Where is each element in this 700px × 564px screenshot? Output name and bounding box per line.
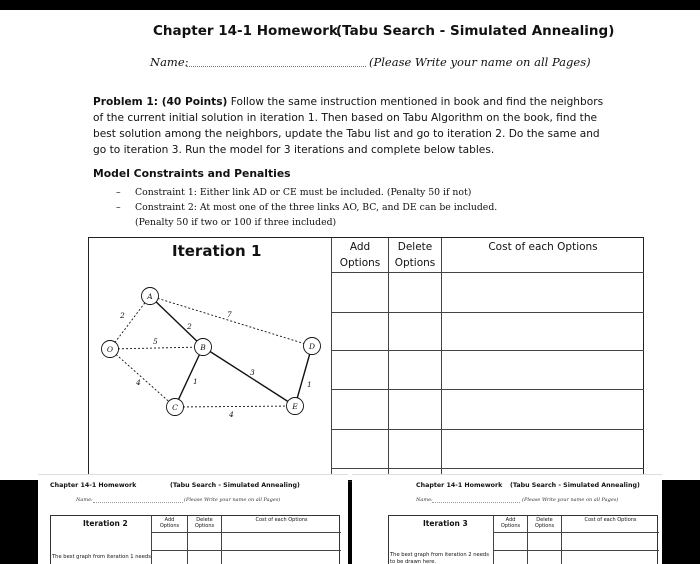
chapter-title: Chapter 14-1 Homework [153, 23, 338, 39]
delete-header-line: Options [534, 523, 555, 529]
column-divider [561, 516, 562, 564]
graph-note: The best graph from iteration 1 needs [52, 554, 151, 560]
node-label-E: E [292, 402, 298, 411]
column-divider [331, 238, 332, 483]
edge-label-OC: 4 [136, 378, 141, 387]
iteration-2-table [50, 515, 340, 564]
graph-note-line: The best graph from iteration 2 needs [390, 552, 489, 558]
delete-header-line: Delete [536, 517, 553, 523]
node-label-B: B [200, 343, 206, 352]
dash-bullet: – [116, 187, 121, 198]
row-divider [331, 389, 644, 390]
graph-note [390, 552, 489, 564]
problem-text: Follow the same instruction mentioned in book and find the neighbors of the current initial solution in iteration 1. Then based on Tabu Algorithm on the book, find the best solution among the neighbors, update the Tabu list and go to iteration 2. Do the same and go to iteration 3. Run the model for 3 iterations and complete below tables. [93, 96, 604, 156]
problem-statement [93, 94, 613, 158]
add-options-header [332, 239, 388, 271]
edge-BE [203, 347, 295, 406]
delete-header-line: Delete [196, 517, 213, 523]
add-header-line: Add [505, 517, 516, 523]
cost-header: Cost of each Options [488, 241, 598, 253]
add-header-line: Options [339, 257, 381, 269]
edge-label-OA: 2 [120, 311, 125, 320]
problem-label: Problem 1: (40 Points) [93, 96, 228, 108]
edge-AB [150, 296, 203, 347]
iteration-title: Iteration 2 [83, 519, 128, 528]
delete-options-header [528, 517, 561, 529]
dash-bullet: – [116, 202, 121, 213]
topic-title: (Tabu Search - Simulated Annealing) [170, 482, 300, 489]
row-divider [331, 350, 644, 351]
edge-CE [175, 406, 295, 407]
delete-header-line: Delete [397, 241, 433, 253]
graph-note-line: to be drawn here. [390, 559, 437, 564]
constraints-title: Model Constraints and Penalties [93, 167, 291, 180]
row-divider [493, 550, 659, 551]
cost-header: Cost of each Options [255, 517, 308, 523]
iteration-title: Iteration 1 [172, 242, 262, 260]
edge-OB [110, 347, 203, 349]
row-divider [331, 272, 644, 273]
add-header-line: Add [349, 241, 371, 253]
edge-OC [110, 349, 175, 407]
edge-label-CE: 4 [229, 410, 234, 419]
add-header-line: Add [164, 517, 175, 523]
name-note: (Please Write your name on all Pages) [369, 55, 591, 69]
name-label: Name: [76, 497, 93, 503]
name-row [150, 55, 591, 69]
edge-label-BC: 1 [193, 377, 198, 386]
edge-BC [175, 347, 203, 407]
delete-header-line: Options [194, 523, 215, 529]
delete-header-line: Options [394, 257, 436, 269]
name-line [186, 66, 366, 67]
constraint-continuation: (Penalty 50 if two or 100 if three included) [135, 217, 337, 228]
name-label: Name: [150, 55, 189, 69]
iteration-title: Iteration 3 [423, 519, 468, 528]
add-header-line: Options [500, 523, 521, 529]
row-divider [151, 532, 341, 533]
constraint-item [116, 200, 566, 215]
column-divider [441, 238, 442, 483]
edge-label-AD: 7 [227, 310, 232, 319]
edge-OA [110, 296, 150, 349]
name-note: (Please Write your name on all Pages) [184, 497, 281, 503]
name-line [432, 502, 520, 503]
constraint-text: Constraint 1: Either link AD or CE must be included. (Penalty 50 if not) [135, 187, 472, 198]
column-divider [221, 516, 222, 564]
constraint-item [116, 185, 566, 200]
row-divider [331, 468, 644, 469]
row-divider [331, 312, 644, 313]
edge-label-AB: 2 [187, 322, 192, 331]
edge-label-BE: 3 [250, 368, 255, 377]
topic-title: (Tabu Search - Simulated Annealing) [336, 23, 615, 39]
main-sheet [0, 10, 700, 480]
network-graph [89, 238, 331, 483]
edge-AD [150, 296, 312, 346]
iteration-3-page [352, 474, 662, 564]
name-note: (Please Write your name on all Pages) [522, 497, 619, 503]
chapter-title: Chapter 14-1 Homework [50, 482, 137, 489]
node-label-A: A [147, 292, 153, 301]
row-divider [493, 532, 659, 533]
delete-options-header [188, 517, 221, 529]
edge-label-OB: 5 [153, 337, 158, 346]
node-label-O: O [106, 345, 114, 354]
add-header-line: Options [159, 523, 180, 529]
iteration-3-table [388, 515, 658, 564]
node-label-C: C [172, 403, 178, 412]
iteration-2-page [38, 474, 348, 564]
edge-DE [295, 346, 312, 406]
chapter-title: Chapter 14-1 Homework [416, 482, 503, 489]
add-options-header [152, 517, 187, 529]
row-divider [151, 550, 341, 551]
edge-label-DE: 1 [307, 380, 312, 389]
node-label-D: D [308, 342, 316, 351]
constraint-text: Constraint 2: At most one of the three links AO, BC, and DE can be included. [135, 202, 498, 213]
topic-title: (Tabu Search - Simulated Annealing) [510, 482, 640, 489]
name-line [93, 502, 183, 503]
delete-options-header [389, 239, 441, 271]
add-options-header [494, 517, 527, 529]
cost-header: Cost of each Options [584, 517, 637, 523]
iteration-1-table [88, 237, 644, 482]
name-label: Name: [416, 497, 433, 503]
column-divider [388, 238, 389, 483]
row-divider [331, 429, 644, 430]
constraint-list [116, 185, 566, 230]
